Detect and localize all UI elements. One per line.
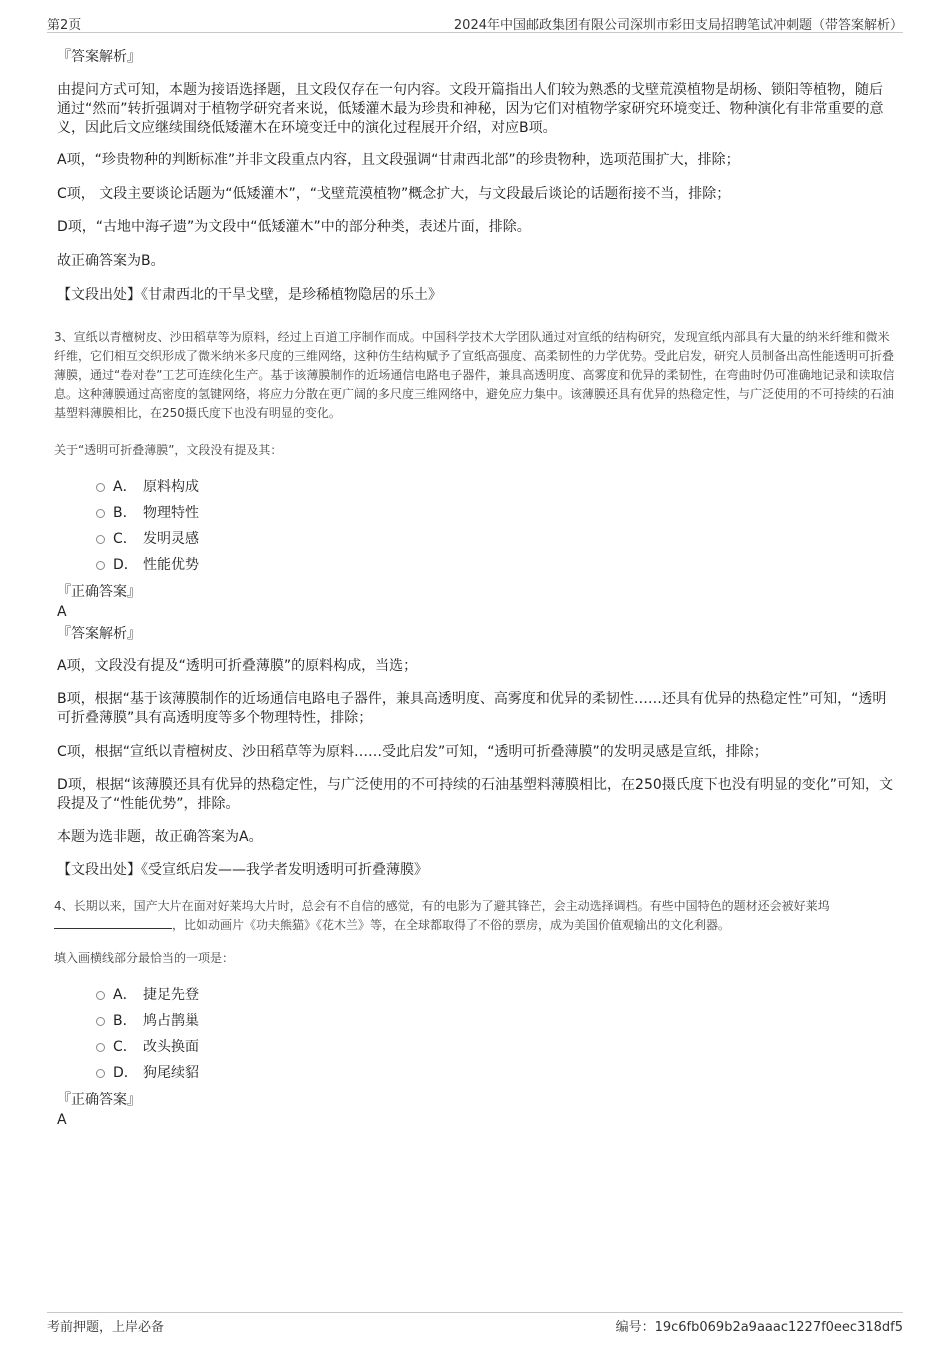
source-citation: 【文段出处】《甘肃西北的干旱戈壁，是珍稀植物隐居的乐土》 <box>57 287 442 303</box>
question-3-stem: 关于“透明可折叠薄膜”，文段没有提及其： <box>54 443 283 457</box>
q3-option-c[interactable]: C． 发明灵感 <box>96 529 199 549</box>
question-4-passage: 4、长期以来，国产大片在面对好莱坞大片时，总会有不自信的感觉，有的电影为了避其锋芒，会主动选择调档。有些中国特色的题材还会被好莱坞 ，比如动画片《功夫熊猫》《花木兰》等，在全球都取得了不俗的票房，成为美国价值观输出的文化利器。 <box>54 899 830 932</box>
analysis-option-a: A项，“珍贵物种的判断标准”并非文段重点内容，且文段强调“甘肃西北部”的珍贵物种，选项范围扩大，排除； <box>57 152 740 168</box>
analysis-label: 『答案解析』 <box>57 626 141 642</box>
q4-option-a[interactable]: A． 捷足先登 <box>96 985 199 1005</box>
page-number: 第2页 <box>47 18 82 33</box>
document-code: 编号：19c6fb069b2a9aaac1227f0eec318df5 <box>615 1320 903 1335</box>
q3-explain-c: C项，根据“宣纸以青檀树皮、沙田稻草等为原料……受此启发”可知，“透明可折叠薄膜”的发明灵感是宣纸，排除； <box>57 744 768 760</box>
q3-option-a[interactable]: A． 原料构成 <box>96 477 199 497</box>
analysis-option-d: D项，“古地中海孑遗”为文段中“低矮灌木”中的部分种类，表述片面，排除。 <box>57 219 531 235</box>
correct-answer: A <box>57 1112 67 1128</box>
analysis-paragraph: 由提问方式可知，本题为接语选择题，且文段仅存在一句内容。文段开篇指出人们较为熟悉的戈壁荒漠植物是胡杨、锁阳等植物，随后通过“然而”转折强调对于植物学研究者来说，低矮灌木最为珍贵和神秘，因为它们对植物学家研究环境变迁、物种演化有非常重要的意义，因此后文应继续围绕低矮灌木在环境变迁中的演化过程展开介绍，对应B项。 <box>57 82 884 136</box>
radio-icon[interactable] <box>96 1069 105 1078</box>
q3-option-d[interactable]: D． 性能优势 <box>96 555 199 575</box>
document-title: 2024年中国邮政集团有限公司深圳市彩田支局招聘笔试冲刺题（带答案解析） <box>453 18 903 33</box>
correct-answer-label: 『正确答案』 <box>57 584 141 600</box>
correct-answer: A <box>57 604 67 620</box>
fill-in-blank <box>54 916 172 929</box>
radio-icon[interactable] <box>96 1043 105 1052</box>
radio-icon[interactable] <box>96 483 105 492</box>
radio-icon[interactable] <box>96 561 105 570</box>
footer-slogan: 考前押题，上岸必备 <box>47 1320 165 1335</box>
q4-option-c[interactable]: C． 改头换面 <box>96 1037 199 1057</box>
radio-icon[interactable] <box>96 509 105 518</box>
analysis-conclusion: 故正确答案为B。 <box>57 253 165 269</box>
q3-source-citation: 【文段出处】《受宣纸启发——我学者发明透明可折叠薄膜》 <box>57 862 428 878</box>
analysis-label: 『答案解析』 <box>57 49 141 65</box>
q3-explain-d: D项，根据“该薄膜还具有优异的热稳定性，与广泛使用的不可持续的石油基塑料薄膜相比，在250摄氏度下也没有明显的变化”可知，文段提及了“性能优势”，排除。 <box>57 777 894 812</box>
question-3-passage: 3、宣纸以青檀树皮、沙田稻草等为原料，经过上百道工序制作而成。中国科学技术大学团队通过对宣纸的结构研究，发现宣纸内部具有大量的纳米纤维和微米纤维，它们相互交织形成了微米纳米多尺度的三维网络，这种仿生结构赋予了宣纸高强度、高柔韧性的力学优势。受此启发，研究人员制备出高性能透明可折叠薄膜，通过“卷对卷”工艺可连续化生产。基于该薄膜制作的近场通信电路电子器件，兼具高透明度、高雾度和优异的柔韧性，在弯曲时仍可准确地记录和读取信息。这种薄膜通过高密度的氢键网络，将应力分散在更广阔的多尺度三维网络中，避免应力集中。该薄膜还具有优异的热稳定性，与广泛使用的不可持续的石油基塑料薄膜相比，在250摄氏度下也没有明显的变化。 <box>54 330 895 420</box>
q3-conclusion: 本题为选非题，故正确答案为A。 <box>57 829 263 845</box>
radio-icon[interactable] <box>96 991 105 1000</box>
q3-option-b[interactable]: B． 物理特性 <box>96 503 199 523</box>
correct-answer-label: 『正确答案』 <box>57 1092 141 1108</box>
q4-option-b[interactable]: B． 鸠占鹊巢 <box>96 1011 199 1031</box>
page-footer <box>47 1312 903 1335</box>
analysis-option-c: C项， 文段主要谈论话题为“低矮灌木”，“戈壁荒漠植物”概念扩大，与文段最后谈论的话题衔接不当，排除； <box>57 186 731 202</box>
q3-explain-b: B项，根据“基于该薄膜制作的近场通信电路电子器件，兼具高透明度、高雾度和优异的柔韧性……还具有优异的热稳定性”可知，“透明可折叠薄膜”具有高透明度等多个物理特性，排除； <box>57 691 887 726</box>
radio-icon[interactable] <box>96 1017 105 1026</box>
q3-explain-a: A项，文段没有提及“透明可折叠薄膜”的原料构成，当选； <box>57 658 418 674</box>
radio-icon[interactable] <box>96 535 105 544</box>
page-header <box>47 14 903 33</box>
question-4-stem: 填入画横线部分最恰当的一项是： <box>54 951 235 965</box>
q4-option-d[interactable]: D． 狗尾续貂 <box>96 1063 199 1083</box>
